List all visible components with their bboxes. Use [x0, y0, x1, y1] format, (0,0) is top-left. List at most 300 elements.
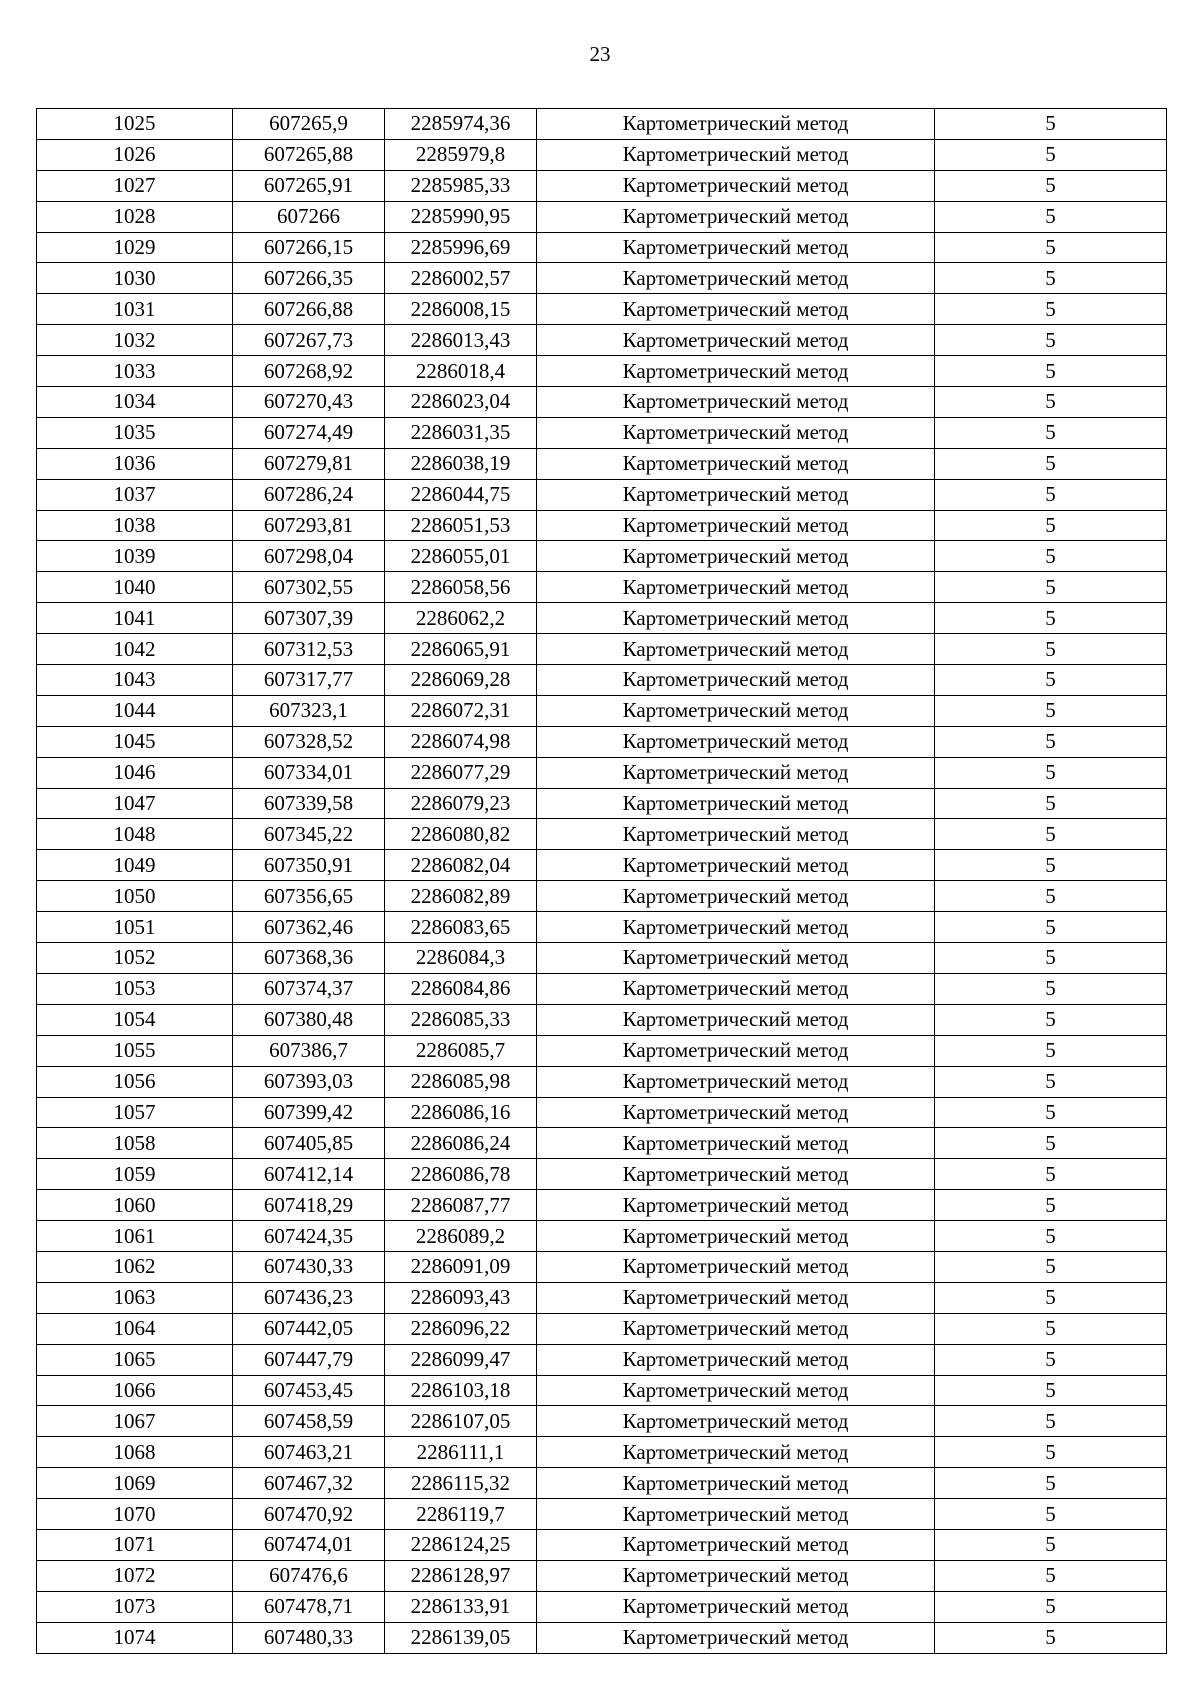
y-coordinate-cell: 2286124,25 — [385, 1529, 537, 1560]
accuracy-cell: 5 — [935, 850, 1167, 881]
method-cell: Картометрический метод — [537, 1035, 935, 1066]
y-coordinate-cell: 2286119,7 — [385, 1499, 537, 1530]
table-row — [37, 1159, 1167, 1190]
y-coordinate-cell: 2285990,95 — [385, 201, 537, 232]
method-cell: Картометрический метод — [537, 1406, 935, 1437]
x-coordinate-cell: 607474,01 — [233, 1529, 385, 1560]
y-coordinate-cell: 2286085,7 — [385, 1035, 537, 1066]
y-coordinate-cell: 2285985,33 — [385, 170, 537, 201]
table-row — [37, 510, 1167, 541]
accuracy-cell: 5 — [935, 1375, 1167, 1406]
x-coordinate-cell: 607478,71 — [233, 1591, 385, 1622]
method-cell: Картометрический метод — [537, 541, 935, 572]
y-coordinate-cell: 2286018,4 — [385, 356, 537, 387]
accuracy-cell: 5 — [935, 1499, 1167, 1530]
table-row — [37, 1066, 1167, 1097]
x-coordinate-cell: 607265,9 — [233, 109, 385, 140]
accuracy-cell: 5 — [935, 788, 1167, 819]
accuracy-cell: 5 — [935, 201, 1167, 232]
accuracy-cell: 5 — [935, 1622, 1167, 1653]
accuracy-cell: 5 — [935, 387, 1167, 418]
method-cell: Картометрический метод — [537, 1004, 935, 1035]
table-row — [37, 695, 1167, 726]
y-coordinate-cell: 2286107,05 — [385, 1406, 537, 1437]
y-coordinate-cell: 2286008,15 — [385, 294, 537, 325]
accuracy-cell: 5 — [935, 510, 1167, 541]
y-coordinate-cell: 2286084,86 — [385, 973, 537, 1004]
table-row — [37, 1560, 1167, 1591]
x-coordinate-cell: 607399,42 — [233, 1097, 385, 1128]
method-cell: Картометрический метод — [537, 1560, 935, 1591]
table-row — [37, 634, 1167, 665]
y-coordinate-cell: 2286077,29 — [385, 757, 537, 788]
point-number-cell: 1025 — [37, 109, 233, 140]
point-number-cell: 1043 — [37, 665, 233, 696]
y-coordinate-cell: 2286038,19 — [385, 448, 537, 479]
table-row — [37, 973, 1167, 1004]
point-number-cell: 1033 — [37, 356, 233, 387]
x-coordinate-cell: 607350,91 — [233, 850, 385, 881]
point-number-cell: 1059 — [37, 1159, 233, 1190]
table-row — [37, 1313, 1167, 1344]
table-row — [37, 387, 1167, 418]
x-coordinate-cell: 607453,45 — [233, 1375, 385, 1406]
accuracy-cell: 5 — [935, 1128, 1167, 1159]
x-coordinate-cell: 607458,59 — [233, 1406, 385, 1437]
method-cell: Картометрический метод — [537, 109, 935, 140]
y-coordinate-cell: 2286093,43 — [385, 1282, 537, 1313]
method-cell: Картометрический метод — [537, 139, 935, 170]
x-coordinate-cell: 607424,35 — [233, 1221, 385, 1252]
y-coordinate-cell: 2286082,89 — [385, 881, 537, 912]
accuracy-cell: 5 — [935, 1251, 1167, 1282]
y-coordinate-cell: 2286051,53 — [385, 510, 537, 541]
table-row — [37, 726, 1167, 757]
method-cell: Картометрический метод — [537, 572, 935, 603]
point-number-cell: 1037 — [37, 479, 233, 510]
method-cell: Картометрический метод — [537, 1313, 935, 1344]
method-cell: Картометрический метод — [537, 232, 935, 263]
point-number-cell: 1073 — [37, 1591, 233, 1622]
method-cell: Картометрический метод — [537, 1251, 935, 1282]
table-row — [37, 294, 1167, 325]
point-number-cell: 1029 — [37, 232, 233, 263]
table-row — [37, 1221, 1167, 1252]
y-coordinate-cell: 2286062,2 — [385, 603, 537, 634]
x-coordinate-cell: 607265,91 — [233, 170, 385, 201]
point-number-cell: 1026 — [37, 139, 233, 170]
method-cell: Картометрический метод — [537, 1159, 935, 1190]
y-coordinate-cell: 2286065,91 — [385, 634, 537, 665]
accuracy-cell: 5 — [935, 1344, 1167, 1375]
accuracy-cell: 5 — [935, 325, 1167, 356]
table-row — [37, 325, 1167, 356]
method-cell: Картометрический метод — [537, 294, 935, 325]
accuracy-cell: 5 — [935, 1529, 1167, 1560]
x-coordinate-cell: 607393,03 — [233, 1066, 385, 1097]
point-number-cell: 1041 — [37, 603, 233, 634]
method-cell: Картометрический метод — [537, 1375, 935, 1406]
x-coordinate-cell: 607298,04 — [233, 541, 385, 572]
table-row — [37, 201, 1167, 232]
y-coordinate-cell: 2286002,57 — [385, 263, 537, 294]
y-coordinate-cell: 2286055,01 — [385, 541, 537, 572]
x-coordinate-cell: 607267,73 — [233, 325, 385, 356]
accuracy-cell: 5 — [935, 665, 1167, 696]
point-number-cell: 1064 — [37, 1313, 233, 1344]
coordinates-table-body — [37, 109, 1167, 1654]
point-number-cell: 1032 — [37, 325, 233, 356]
x-coordinate-cell: 607380,48 — [233, 1004, 385, 1035]
y-coordinate-cell: 2286013,43 — [385, 325, 537, 356]
point-number-cell: 1069 — [37, 1468, 233, 1499]
accuracy-cell: 5 — [935, 572, 1167, 603]
accuracy-cell: 5 — [935, 1004, 1167, 1035]
table-row — [37, 232, 1167, 263]
y-coordinate-cell: 2286128,97 — [385, 1560, 537, 1591]
method-cell: Картометрический метод — [537, 263, 935, 294]
x-coordinate-cell: 607302,55 — [233, 572, 385, 603]
accuracy-cell: 5 — [935, 1591, 1167, 1622]
point-number-cell: 1030 — [37, 263, 233, 294]
table-row — [37, 1468, 1167, 1499]
y-coordinate-cell: 2286084,3 — [385, 943, 537, 974]
accuracy-cell: 5 — [935, 943, 1167, 974]
x-coordinate-cell: 607430,33 — [233, 1251, 385, 1282]
table-row — [37, 1004, 1167, 1035]
y-coordinate-cell: 2286069,28 — [385, 665, 537, 696]
accuracy-cell: 5 — [935, 263, 1167, 294]
method-cell: Картометрический метод — [537, 973, 935, 1004]
y-coordinate-cell: 2285979,8 — [385, 139, 537, 170]
page-number: 23 — [589, 42, 611, 66]
x-coordinate-cell: 607274,49 — [233, 417, 385, 448]
table-row — [37, 263, 1167, 294]
point-number-cell: 1047 — [37, 788, 233, 819]
table-row — [37, 139, 1167, 170]
method-cell: Картометрический метод — [537, 788, 935, 819]
accuracy-cell: 5 — [935, 356, 1167, 387]
accuracy-cell: 5 — [935, 1035, 1167, 1066]
method-cell: Картометрический метод — [537, 417, 935, 448]
method-cell: Картометрический метод — [537, 850, 935, 881]
accuracy-cell: 5 — [935, 634, 1167, 665]
accuracy-cell: 5 — [935, 881, 1167, 912]
method-cell: Картометрический метод — [537, 1282, 935, 1313]
point-number-cell: 1045 — [37, 726, 233, 757]
point-number-cell: 1062 — [37, 1251, 233, 1282]
x-coordinate-cell: 607323,1 — [233, 695, 385, 726]
point-number-cell: 1044 — [37, 695, 233, 726]
table-row — [37, 1499, 1167, 1530]
y-coordinate-cell: 2286044,75 — [385, 479, 537, 510]
table-row — [37, 1529, 1167, 1560]
point-number-cell: 1070 — [37, 1499, 233, 1530]
table-row — [37, 788, 1167, 819]
y-coordinate-cell: 2286085,33 — [385, 1004, 537, 1035]
point-number-cell: 1060 — [37, 1190, 233, 1221]
method-cell: Картометрический метод — [537, 757, 935, 788]
method-cell: Картометрический метод — [537, 819, 935, 850]
method-cell: Картометрический метод — [537, 1097, 935, 1128]
table-row — [37, 881, 1167, 912]
point-number-cell: 1035 — [37, 417, 233, 448]
x-coordinate-cell: 607412,14 — [233, 1159, 385, 1190]
table-row — [37, 850, 1167, 881]
method-cell: Картометрический метод — [537, 1128, 935, 1159]
y-coordinate-cell: 2286079,23 — [385, 788, 537, 819]
y-coordinate-cell: 2286103,18 — [385, 1375, 537, 1406]
point-number-cell: 1053 — [37, 973, 233, 1004]
accuracy-cell: 5 — [935, 912, 1167, 943]
coordinates-table — [36, 108, 1167, 1654]
table-row — [37, 757, 1167, 788]
y-coordinate-cell: 2286058,56 — [385, 572, 537, 603]
point-number-cell: 1038 — [37, 510, 233, 541]
y-coordinate-cell: 2286085,98 — [385, 1066, 537, 1097]
x-coordinate-cell: 607266,88 — [233, 294, 385, 325]
accuracy-cell: 5 — [935, 1406, 1167, 1437]
y-coordinate-cell: 2286111,1 — [385, 1437, 537, 1468]
point-number-cell: 1048 — [37, 819, 233, 850]
y-coordinate-cell: 2286031,35 — [385, 417, 537, 448]
accuracy-cell: 5 — [935, 1560, 1167, 1591]
table-row — [37, 109, 1167, 140]
accuracy-cell: 5 — [935, 541, 1167, 572]
table-row — [37, 1437, 1167, 1468]
point-number-cell: 1068 — [37, 1437, 233, 1468]
x-coordinate-cell: 607418,29 — [233, 1190, 385, 1221]
method-cell: Картометрический метод — [537, 634, 935, 665]
table-row — [37, 479, 1167, 510]
table-row — [37, 1344, 1167, 1375]
method-cell: Картометрический метод — [537, 387, 935, 418]
x-coordinate-cell: 607339,58 — [233, 788, 385, 819]
point-number-cell: 1028 — [37, 201, 233, 232]
table-row — [37, 943, 1167, 974]
point-number-cell: 1056 — [37, 1066, 233, 1097]
accuracy-cell: 5 — [935, 1066, 1167, 1097]
x-coordinate-cell: 607362,46 — [233, 912, 385, 943]
y-coordinate-cell: 2286115,32 — [385, 1468, 537, 1499]
x-coordinate-cell: 607436,23 — [233, 1282, 385, 1313]
point-number-cell: 1071 — [37, 1529, 233, 1560]
x-coordinate-cell: 607286,24 — [233, 479, 385, 510]
accuracy-cell: 5 — [935, 448, 1167, 479]
method-cell: Картометрический метод — [537, 665, 935, 696]
point-number-cell: 1031 — [37, 294, 233, 325]
x-coordinate-cell: 607480,33 — [233, 1622, 385, 1653]
x-coordinate-cell: 607293,81 — [233, 510, 385, 541]
method-cell: Картометрический метод — [537, 170, 935, 201]
accuracy-cell: 5 — [935, 109, 1167, 140]
accuracy-cell: 5 — [935, 1313, 1167, 1344]
point-number-cell: 1074 — [37, 1622, 233, 1653]
method-cell: Картометрический метод — [537, 201, 935, 232]
x-coordinate-cell: 607334,01 — [233, 757, 385, 788]
y-coordinate-cell: 2286072,31 — [385, 695, 537, 726]
y-coordinate-cell: 2286083,65 — [385, 912, 537, 943]
x-coordinate-cell: 607312,53 — [233, 634, 385, 665]
method-cell: Картометрический метод — [537, 1344, 935, 1375]
accuracy-cell: 5 — [935, 695, 1167, 726]
point-number-cell: 1052 — [37, 943, 233, 974]
point-number-cell: 1040 — [37, 572, 233, 603]
accuracy-cell: 5 — [935, 1282, 1167, 1313]
x-coordinate-cell: 607265,88 — [233, 139, 385, 170]
x-coordinate-cell: 607476,6 — [233, 1560, 385, 1591]
table-row — [37, 1622, 1167, 1653]
accuracy-cell: 5 — [935, 1190, 1167, 1221]
y-coordinate-cell: 2285974,36 — [385, 109, 537, 140]
method-cell: Картометрический метод — [537, 1529, 935, 1560]
x-coordinate-cell: 607279,81 — [233, 448, 385, 479]
x-coordinate-cell: 607328,52 — [233, 726, 385, 757]
table-row — [37, 1128, 1167, 1159]
point-number-cell: 1034 — [37, 387, 233, 418]
point-number-cell: 1072 — [37, 1560, 233, 1591]
accuracy-cell: 5 — [935, 294, 1167, 325]
accuracy-cell: 5 — [935, 819, 1167, 850]
table-row — [37, 541, 1167, 572]
x-coordinate-cell: 607270,43 — [233, 387, 385, 418]
point-number-cell: 1066 — [37, 1375, 233, 1406]
method-cell: Картометрический метод — [537, 912, 935, 943]
point-number-cell: 1039 — [37, 541, 233, 572]
method-cell: Картометрический метод — [537, 1066, 935, 1097]
accuracy-cell: 5 — [935, 1097, 1167, 1128]
accuracy-cell: 5 — [935, 232, 1167, 263]
y-coordinate-cell: 2286023,04 — [385, 387, 537, 418]
point-number-cell: 1057 — [37, 1097, 233, 1128]
table-row — [37, 912, 1167, 943]
x-coordinate-cell: 607368,36 — [233, 943, 385, 974]
table-row — [37, 356, 1167, 387]
y-coordinate-cell: 2286087,77 — [385, 1190, 537, 1221]
method-cell: Картометрический метод — [537, 510, 935, 541]
accuracy-cell: 5 — [935, 479, 1167, 510]
table-row — [37, 1035, 1167, 1066]
x-coordinate-cell: 607345,22 — [233, 819, 385, 850]
method-cell: Картометрический метод — [537, 881, 935, 912]
y-coordinate-cell: 2286099,47 — [385, 1344, 537, 1375]
method-cell: Картометрический метод — [537, 325, 935, 356]
x-coordinate-cell: 607266 — [233, 201, 385, 232]
method-cell: Картометрический метод — [537, 1190, 935, 1221]
accuracy-cell: 5 — [935, 139, 1167, 170]
x-coordinate-cell: 607266,15 — [233, 232, 385, 263]
table-row — [37, 417, 1167, 448]
table-row — [37, 1282, 1167, 1313]
method-cell: Картометрический метод — [537, 695, 935, 726]
point-number-cell: 1067 — [37, 1406, 233, 1437]
method-cell: Картометрический метод — [537, 1437, 935, 1468]
point-number-cell: 1054 — [37, 1004, 233, 1035]
accuracy-cell: 5 — [935, 417, 1167, 448]
table-row — [37, 572, 1167, 603]
y-coordinate-cell: 2286086,78 — [385, 1159, 537, 1190]
point-number-cell: 1046 — [37, 757, 233, 788]
point-number-cell: 1049 — [37, 850, 233, 881]
table-row — [37, 603, 1167, 634]
method-cell: Картометрический метод — [537, 726, 935, 757]
x-coordinate-cell: 607356,65 — [233, 881, 385, 912]
method-cell: Картометрический метод — [537, 1499, 935, 1530]
y-coordinate-cell: 2286086,24 — [385, 1128, 537, 1159]
y-coordinate-cell: 2286074,98 — [385, 726, 537, 757]
method-cell: Картометрический метод — [537, 1622, 935, 1653]
accuracy-cell: 5 — [935, 1159, 1167, 1190]
table-row — [37, 819, 1167, 850]
accuracy-cell: 5 — [935, 757, 1167, 788]
method-cell: Картометрический метод — [537, 479, 935, 510]
point-number-cell: 1063 — [37, 1282, 233, 1313]
accuracy-cell: 5 — [935, 973, 1167, 1004]
x-coordinate-cell: 607317,77 — [233, 665, 385, 696]
y-coordinate-cell: 2286082,04 — [385, 850, 537, 881]
point-number-cell: 1042 — [37, 634, 233, 665]
x-coordinate-cell: 607463,21 — [233, 1437, 385, 1468]
point-number-cell: 1058 — [37, 1128, 233, 1159]
table-row — [37, 665, 1167, 696]
x-coordinate-cell: 607268,92 — [233, 356, 385, 387]
table-row — [37, 448, 1167, 479]
table-row — [37, 1190, 1167, 1221]
table-row — [37, 1097, 1167, 1128]
method-cell: Картометрический метод — [537, 448, 935, 479]
accuracy-cell: 5 — [935, 1468, 1167, 1499]
accuracy-cell: 5 — [935, 170, 1167, 201]
x-coordinate-cell: 607470,92 — [233, 1499, 385, 1530]
point-number-cell: 1055 — [37, 1035, 233, 1066]
y-coordinate-cell: 2286133,91 — [385, 1591, 537, 1622]
point-number-cell: 1036 — [37, 448, 233, 479]
x-coordinate-cell: 607266,35 — [233, 263, 385, 294]
accuracy-cell: 5 — [935, 1221, 1167, 1252]
point-number-cell: 1027 — [37, 170, 233, 201]
y-coordinate-cell: 2286096,22 — [385, 1313, 537, 1344]
y-coordinate-cell: 2285996,69 — [385, 232, 537, 263]
point-number-cell: 1050 — [37, 881, 233, 912]
point-number-cell: 1061 — [37, 1221, 233, 1252]
method-cell: Картометрический метод — [537, 1221, 935, 1252]
x-coordinate-cell: 607386,7 — [233, 1035, 385, 1066]
y-coordinate-cell: 2286086,16 — [385, 1097, 537, 1128]
x-coordinate-cell: 607467,32 — [233, 1468, 385, 1499]
y-coordinate-cell: 2286139,05 — [385, 1622, 537, 1653]
method-cell: Картометрический метод — [537, 356, 935, 387]
x-coordinate-cell: 607405,85 — [233, 1128, 385, 1159]
y-coordinate-cell: 2286091,09 — [385, 1251, 537, 1282]
x-coordinate-cell: 607447,79 — [233, 1344, 385, 1375]
method-cell: Картометрический метод — [537, 1468, 935, 1499]
table-row — [37, 1375, 1167, 1406]
y-coordinate-cell: 2286089,2 — [385, 1221, 537, 1252]
table-row — [37, 1406, 1167, 1437]
x-coordinate-cell: 607307,39 — [233, 603, 385, 634]
method-cell: Картометрический метод — [537, 603, 935, 634]
accuracy-cell: 5 — [935, 726, 1167, 757]
table-row — [37, 1251, 1167, 1282]
point-number-cell: 1065 — [37, 1344, 233, 1375]
method-cell: Картометрический метод — [537, 943, 935, 974]
y-coordinate-cell: 2286080,82 — [385, 819, 537, 850]
point-number-cell: 1051 — [37, 912, 233, 943]
method-cell: Картометрический метод — [537, 1591, 935, 1622]
accuracy-cell: 5 — [935, 1437, 1167, 1468]
table-row — [37, 170, 1167, 201]
accuracy-cell: 5 — [935, 603, 1167, 634]
